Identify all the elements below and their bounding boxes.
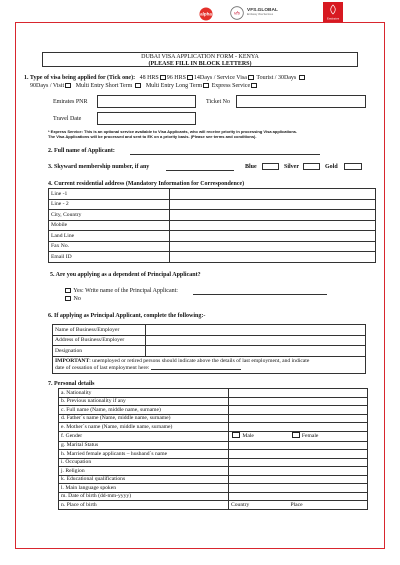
ticket-no-field[interactable]	[236, 95, 366, 108]
fax-field[interactable]	[170, 241, 376, 252]
city-country-label: City, Country	[49, 210, 170, 221]
option-multi-long-label: Multi Entry Long Term	[145, 83, 203, 89]
mother-name-label: e. Mother`s name (Name, middle name, surname)	[59, 423, 229, 432]
option-express-checkbox[interactable]	[251, 83, 257, 88]
express-note-1: * Express Service: This is an optional service available to Visa Applicants, who will receive priority in processing Visa applications.	[48, 129, 298, 134]
mobile-field[interactable]	[170, 220, 376, 231]
personal-details-label: 7. Personal details	[48, 381, 95, 387]
birth-country-label: Country	[231, 501, 250, 508]
svg-text:Emirates: Emirates	[326, 16, 340, 21]
gender-female-checkbox[interactable]	[292, 432, 300, 438]
gender-female-label: Female	[301, 433, 319, 440]
vfs-global-name: VFS.GLOBAL	[247, 8, 278, 13]
nationality-label: a. Nationality	[59, 389, 229, 398]
svg-text:alpha: alpha	[200, 11, 212, 17]
table-row	[59, 458, 368, 467]
occupation-label: i. Occupation	[59, 458, 229, 467]
address-table	[48, 188, 376, 263]
dependent-no-checkbox[interactable]	[65, 296, 71, 301]
table-row	[59, 441, 368, 450]
option-tourist-checkbox[interactable]	[299, 75, 305, 80]
marital-status-label: g. Marital Status	[59, 441, 229, 450]
employer-address-label: Address of Business/Employer	[53, 335, 146, 346]
dependent-no-row	[64, 296, 81, 303]
employer-name-field[interactable]	[146, 325, 366, 336]
principal-question: 6. If applying as Principal Applicant, complete the following:-	[48, 313, 206, 319]
emirates-pnr-field[interactable]	[97, 95, 196, 108]
option-14days-label: 14Days / Service Visa	[193, 75, 247, 81]
employer-table	[52, 324, 366, 374]
dependent-no-label: No	[73, 296, 81, 302]
city-country-field[interactable]	[170, 210, 376, 221]
language-field[interactable]	[229, 484, 368, 493]
option-90days-checkbox[interactable]	[65, 83, 71, 88]
visa-type-row-2	[30, 83, 258, 90]
visa-type-question: 1. Type of visa being applied for (Tick one):	[24, 75, 136, 81]
place-of-birth-label: n. Place of birth	[59, 501, 229, 510]
visa-type-row-1	[24, 75, 306, 82]
vfs-global-logo	[247, 8, 277, 20]
table-row	[59, 431, 368, 441]
email-field[interactable]	[170, 252, 376, 263]
table-row	[59, 492, 368, 501]
table-row	[49, 220, 376, 231]
employer-name-label: Name of Business/Employer	[53, 325, 146, 336]
form-subtitle: (PLEASE FILL IN BLOCK LETTERS)	[148, 60, 252, 67]
full-name-row-field[interactable]	[229, 406, 368, 415]
important-text: : unemployed or retired persons should indicate above the details of last employment, and indicate	[89, 357, 310, 364]
skyward-label: 3. Skyward membership number, if any	[48, 164, 150, 170]
option-tourist-label: Tourist / 30Days	[256, 75, 297, 81]
table-row	[59, 389, 368, 398]
dependent-yes-checkbox[interactable]	[65, 288, 71, 293]
personal-details-table	[58, 388, 368, 510]
tier-blue-checkbox[interactable]	[262, 163, 279, 170]
gender-male-cell	[229, 431, 289, 441]
dependent-yes-row	[64, 288, 178, 295]
form-title: DUBAI VISA APPLICATION FORM - KENYA	[141, 53, 259, 60]
option-96hrs-checkbox[interactable]	[187, 75, 193, 80]
tier-blue-label: Blue	[245, 164, 257, 170]
dependent-question: 5. Are you applying as a dependent of Principal Applicant?	[50, 272, 201, 278]
birth-country-field[interactable]	[229, 501, 289, 510]
option-48hrs-label: 48 HRS	[139, 75, 159, 81]
occupation-field[interactable]	[229, 458, 368, 467]
vfs-global-subtitle: Embassy Visa Services	[247, 13, 274, 16]
date-of-birth-label: m. Date of birth (dd-mm-yyyy)	[59, 492, 229, 501]
table-row	[53, 346, 366, 357]
tier-silver-checkbox[interactable]	[303, 163, 320, 170]
option-14days-checkbox[interactable]	[248, 75, 254, 80]
principal-applicant-name-field[interactable]	[193, 287, 327, 295]
gender-female-cell	[289, 431, 368, 441]
option-96hrs-label: 96 HRS	[166, 75, 186, 81]
husband-name-field[interactable]	[229, 450, 368, 459]
previous-nationality-field[interactable]	[229, 397, 368, 406]
table-row	[59, 406, 368, 415]
designation-label: Designation	[53, 346, 146, 357]
religion-field[interactable]	[229, 467, 368, 476]
full-name-field[interactable]	[130, 147, 320, 155]
vfs-logo	[230, 6, 244, 20]
table-row	[53, 335, 366, 346]
religion-label: j. Religion	[59, 467, 229, 476]
tier-gold-checkbox[interactable]	[344, 163, 362, 170]
option-express-label: Express Service	[211, 83, 251, 89]
travel-date-field[interactable]	[97, 112, 196, 125]
table-row	[49, 199, 376, 210]
option-multi-short-checkbox[interactable]	[135, 83, 141, 88]
table-row	[49, 252, 376, 263]
address-line2-field[interactable]	[170, 199, 376, 210]
option-multi-long-checkbox[interactable]	[203, 83, 209, 88]
table-row	[59, 501, 368, 510]
education-field[interactable]	[229, 475, 368, 484]
table-row	[59, 484, 368, 493]
address-line1-label: Line -1	[49, 189, 170, 200]
gender-male-checkbox[interactable]	[232, 432, 240, 438]
mother-name-field[interactable]	[229, 423, 368, 432]
express-note-2: The Visa Applications will be processed and sent to EK on a priority basis. (Please see terms and conditions).	[48, 134, 257, 139]
land-line-field[interactable]	[170, 231, 376, 242]
email-label: Email ID	[49, 252, 170, 263]
ticket-no-label: Ticket No	[206, 99, 230, 105]
language-label: l. Main language spoken	[59, 484, 229, 493]
svg-text:vfs: vfs	[234, 10, 240, 16]
table-row	[59, 450, 368, 459]
land-line-label: Land Line	[49, 231, 170, 242]
option-90days-label: 90Days / Visit	[30, 83, 65, 89]
alpha-logo	[196, 7, 216, 21]
important-label: IMPORTANT	[55, 357, 90, 364]
travel-date-label: Travel Date	[53, 116, 82, 122]
dependent-yes-label: Yes: Write name of the Principal Applicant:	[73, 288, 178, 294]
gender-label: f. Gender	[59, 431, 229, 441]
table-row	[59, 475, 368, 484]
emirates-logo	[323, 2, 343, 23]
cessation-date-label: date of cessation of last employment here:	[55, 364, 150, 371]
employer-address-field[interactable]	[146, 335, 366, 346]
nationality-field[interactable]	[229, 389, 368, 398]
education-label: k. Educational qualifications	[59, 475, 229, 484]
table-row	[59, 397, 368, 406]
table-row	[59, 423, 368, 432]
husband-name-label: h. Married female applicants – husband`s name	[59, 450, 229, 459]
table-row	[49, 231, 376, 242]
table-row	[49, 210, 376, 221]
tier-silver-label: Silver	[284, 164, 299, 170]
table-row	[49, 189, 376, 200]
fax-label: Fax No.	[49, 241, 170, 252]
address-label: 4. Current residential address (Mandatory Information for Correspondence)	[48, 181, 245, 187]
table-row	[59, 414, 368, 423]
address-line1-field[interactable]	[170, 189, 376, 200]
option-48hrs-checkbox[interactable]	[160, 75, 166, 80]
address-line2-label: Line - 2	[49, 199, 170, 210]
full-name-label: 2. Full name of Applicant:	[48, 148, 115, 154]
form-title-box	[42, 52, 358, 67]
table-row	[49, 241, 376, 252]
date-of-birth-field[interactable]	[229, 492, 368, 501]
emirates-pnr-label: Emirates PNR	[53, 99, 88, 105]
gender-male-label: Male	[242, 433, 254, 440]
father-name-label: d. Father`s name (Name, middle name, surname)	[59, 414, 229, 423]
father-name-field[interactable]	[229, 414, 368, 423]
important-note-cell	[53, 356, 366, 373]
cessation-date-field[interactable]	[151, 365, 241, 370]
table-row	[59, 467, 368, 476]
table-row	[53, 325, 366, 336]
logo-bar	[0, 2, 400, 22]
marital-status-field[interactable]	[229, 441, 368, 450]
table-row	[53, 356, 366, 373]
birth-place-field[interactable]	[289, 501, 368, 510]
tier-gold-label: Gold	[325, 164, 338, 170]
previous-nationality-label: b. Previous nationality if any	[59, 397, 229, 406]
full-name-row-label: c. Full name (Name, middle name, surname)	[59, 406, 229, 415]
skyward-number-field[interactable]	[166, 163, 234, 171]
option-multi-short-label: Multi Entry Short Term	[75, 83, 133, 89]
birth-place-label: Place	[290, 501, 303, 508]
designation-field[interactable]	[146, 346, 366, 357]
mobile-label: Mobile	[49, 220, 170, 231]
